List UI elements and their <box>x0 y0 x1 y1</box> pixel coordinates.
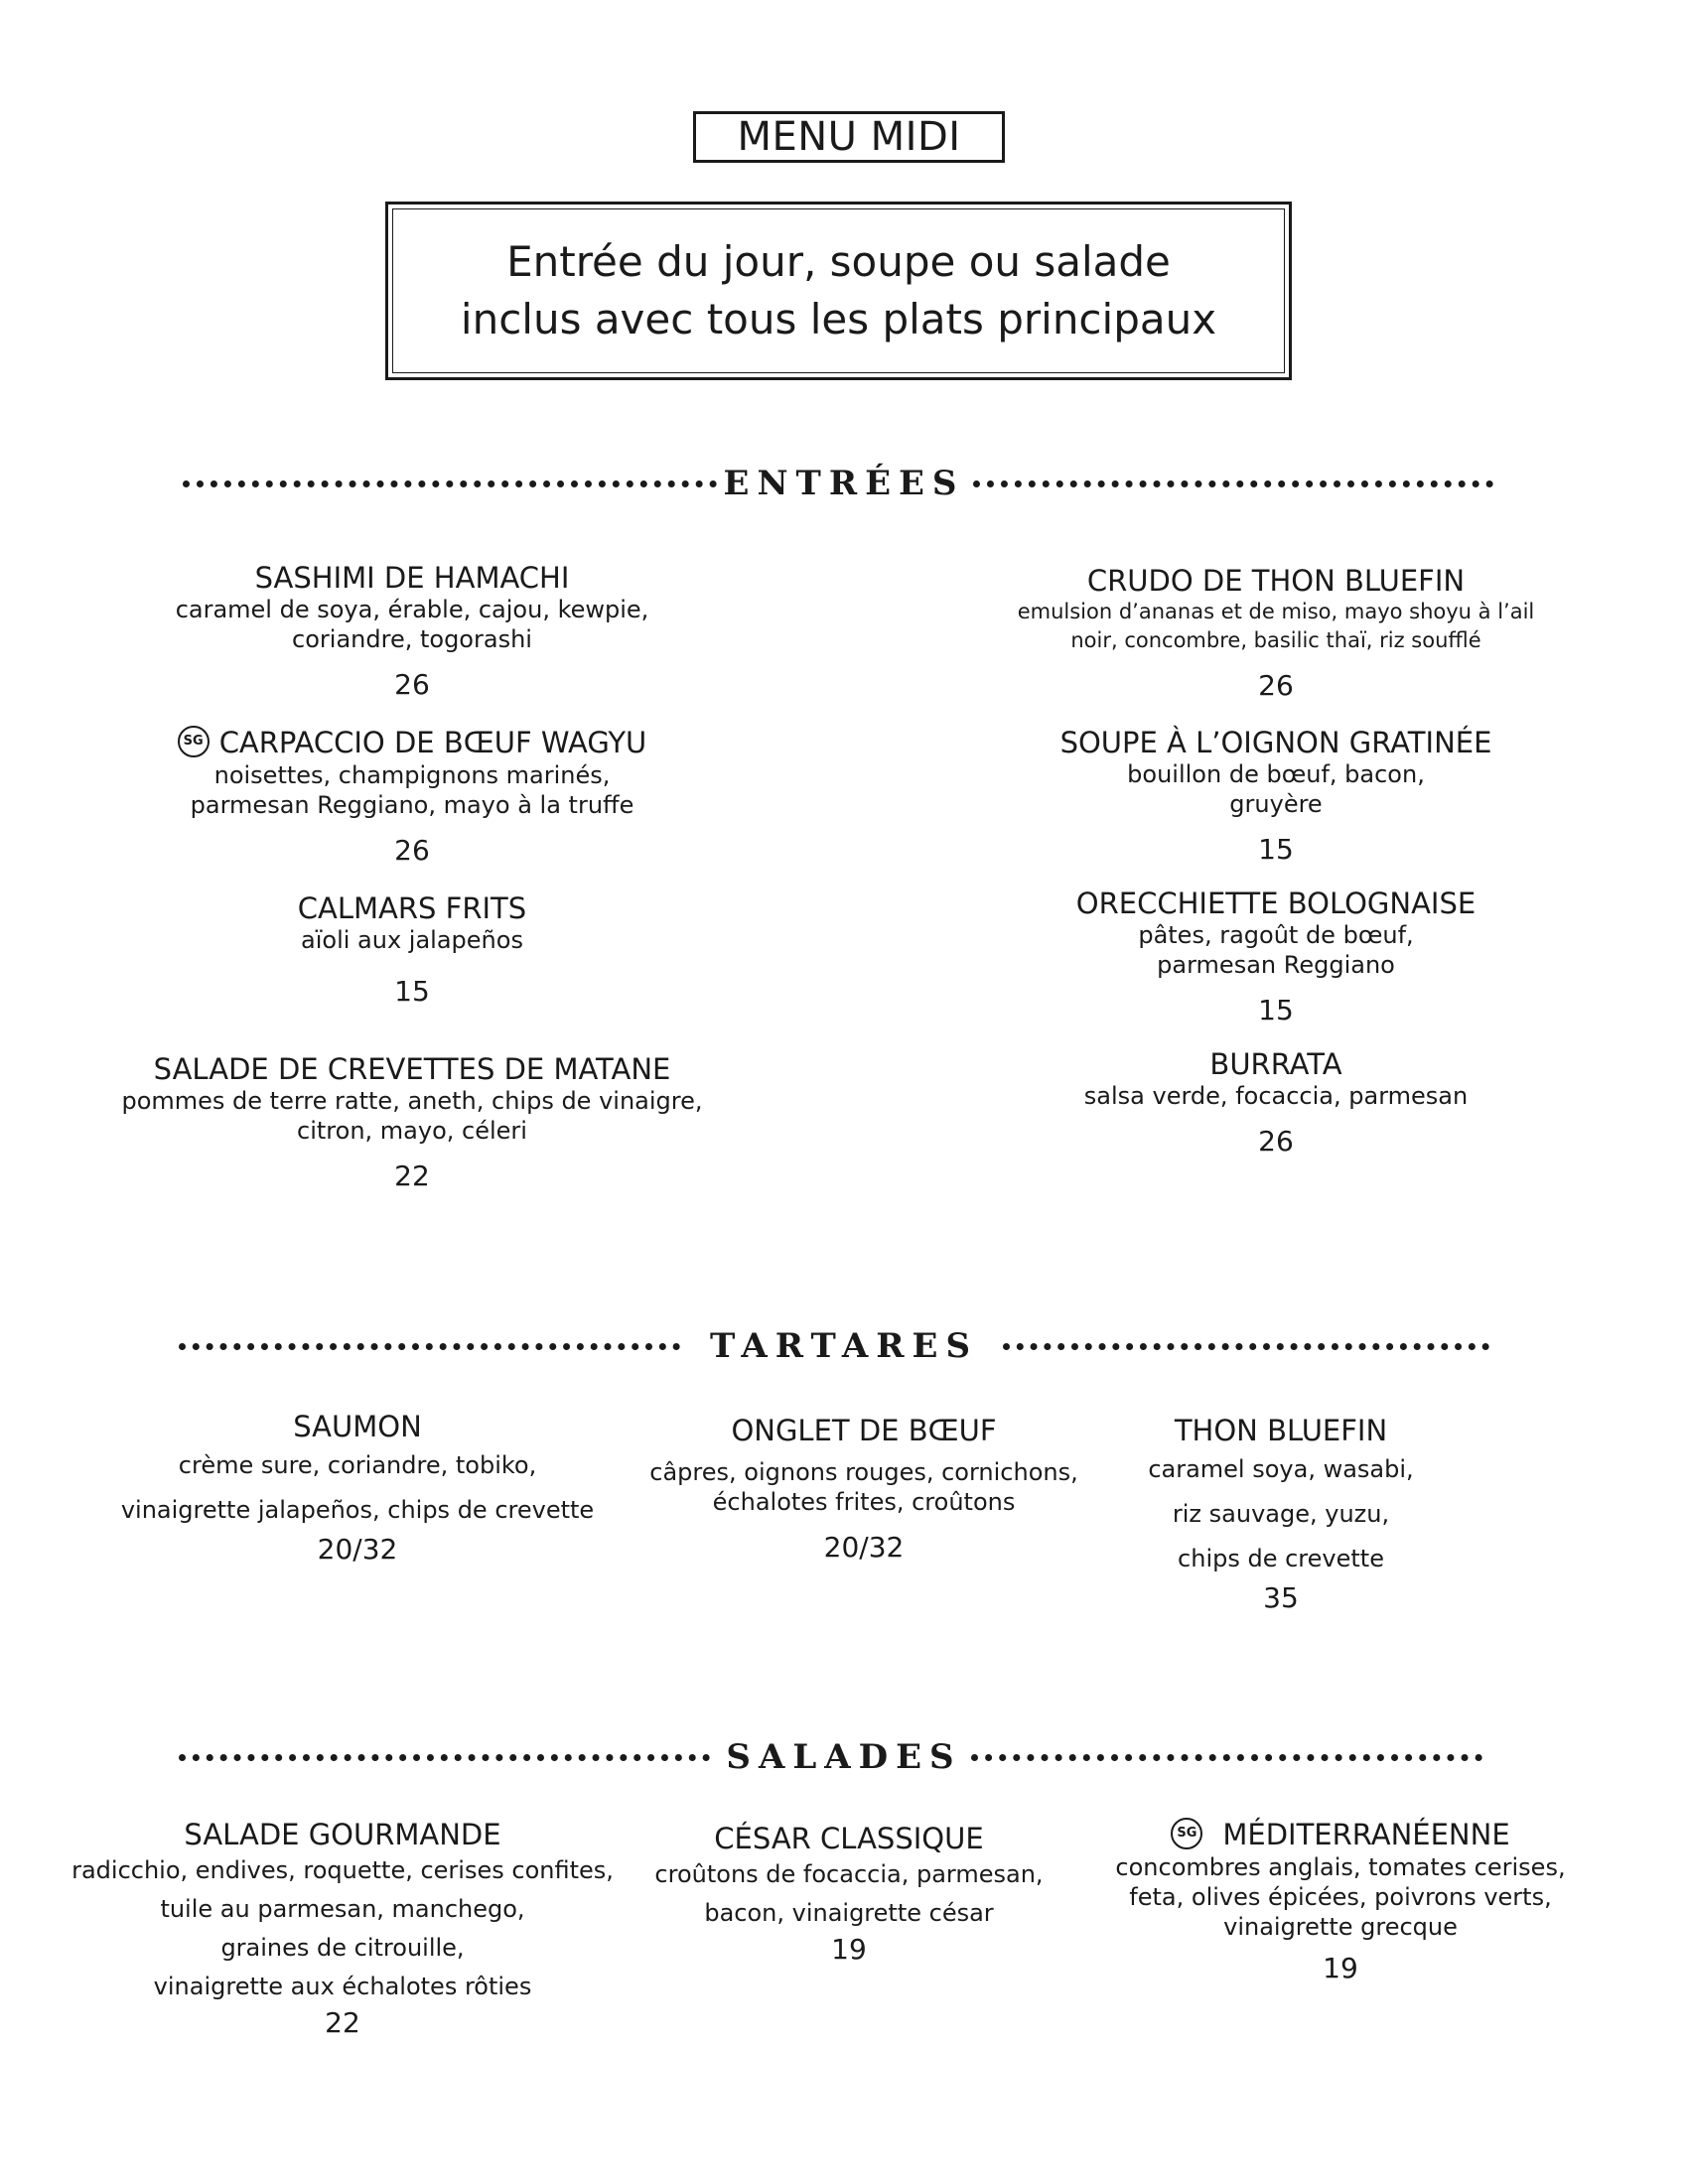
item-price: 19 <box>831 1933 867 1966</box>
menu-item <box>978 564 1574 703</box>
item-name <box>114 726 710 760</box>
item-description: salsa verde, focaccia, parmesan <box>1083 1082 1469 1110</box>
item-name: CÉSAR CLASSIQUE <box>714 1822 984 1855</box>
item-description: pâtes, ragoût de bœuf, <box>1138 921 1414 949</box>
menu-item <box>978 1047 1574 1159</box>
item-description: croûtons de focaccia, parmesan, <box>654 1860 1044 1888</box>
dotted-divider-right <box>973 480 1493 487</box>
item-price: 22 <box>394 1160 430 1192</box>
section-title-tartares: TARTARES <box>709 1326 979 1366</box>
item-name: CRUDO DE THON BLUEFIN <box>1086 564 1466 598</box>
item-description: noir, concombre, basilic thaï, riz soufflé <box>1070 628 1481 652</box>
item-price: 26 <box>394 668 430 701</box>
menu-item <box>626 1414 1102 1565</box>
section-title-salades: SALADES <box>726 1737 962 1777</box>
menu-item <box>79 1410 635 1567</box>
item-description: gruyère <box>1229 790 1323 818</box>
item-name: SOUPE À L’OIGNON GRATINÉE <box>1059 726 1492 759</box>
item-price: 20/32 <box>823 1531 905 1564</box>
item-name: SALADE GOURMANDE <box>184 1818 501 1851</box>
item-description: feta, olives épicées, poivrons verts, <box>1129 1883 1552 1911</box>
menu-item <box>978 726 1574 867</box>
item-description: coriandre, togorashi <box>292 625 532 653</box>
item-description: emulsion d’ananas et de miso, mayo shoyu à l’ail <box>1017 600 1535 623</box>
item-price: 19 <box>1323 1952 1358 1984</box>
item-description: aïoli aux jalapeños <box>301 926 523 954</box>
menu-item <box>65 1818 621 2040</box>
item-description: bouillon de bœuf, bacon, <box>1127 760 1425 788</box>
item-price: 35 <box>1263 1581 1299 1614</box>
item-description: vinaigrette aux échalotes rôties <box>153 1973 532 2000</box>
item-price: 15 <box>1258 994 1294 1026</box>
item-description: échalotes frites, croûtons <box>712 1488 1016 1516</box>
dotted-divider-right <box>1003 1343 1489 1350</box>
item-name: SAUMON <box>293 1410 422 1443</box>
item-description: parmesan Reggiano, mayo à la truffe <box>190 791 634 819</box>
item-description: chips de crevette <box>1178 1545 1384 1572</box>
item-description: vinaigrette grecque <box>1223 1913 1458 1941</box>
item-description: tuile au parmesan, manchego, <box>160 1895 525 1923</box>
intro-line-2: inclus avec tous les plats principaux <box>460 295 1217 343</box>
item-price: 20/32 <box>317 1533 398 1566</box>
item-description: parmesan Reggiano <box>1157 951 1395 979</box>
sg-badge-icon: SG <box>178 726 210 757</box>
menu-item <box>114 561 710 702</box>
item-description: pommes de terre ratte, aneth, chips de vinaigre, <box>121 1087 703 1115</box>
item-name <box>1082 1818 1599 1852</box>
menu-item <box>114 891 710 1009</box>
item-name-text: CARPACCIO DE BŒUF WAGYU <box>218 726 647 759</box>
menu-item <box>635 1822 1062 1967</box>
item-name: SASHIMI DE HAMACHI <box>254 561 570 595</box>
menu-item <box>114 1052 710 1193</box>
item-description: vinaigrette jalapeños, chips de crevette <box>120 1496 595 1524</box>
menu-item <box>1102 1414 1460 1615</box>
item-name: THON BLUEFIN <box>1174 1414 1388 1447</box>
item-description: radicchio, endives, roquette, cerises confites, <box>71 1856 614 1884</box>
intro-line-1: Entrée du jour, soupe ou salade <box>506 237 1171 286</box>
item-price: 26 <box>1258 669 1294 702</box>
menu-item <box>1082 1818 1599 1985</box>
item-description: noisettes, champignons marinés, <box>213 761 611 789</box>
section-title-entrees: ENTRÉES <box>723 464 965 503</box>
item-description: citron, mayo, céleri <box>297 1117 527 1145</box>
item-price: 22 <box>325 2006 360 2039</box>
item-name: ONGLET DE BŒUF <box>731 1414 997 1447</box>
item-price: 26 <box>1258 1125 1294 1158</box>
menu-item <box>978 887 1574 1027</box>
menu-title: MENU MIDI <box>693 111 1005 163</box>
menu-item <box>114 726 710 868</box>
item-description: graines de citrouille, <box>220 1934 465 1962</box>
item-price: 15 <box>1258 833 1294 866</box>
item-description: câpres, oignons rouges, cornichons, <box>649 1458 1078 1486</box>
item-description: concombres anglais, tomates cerises, <box>1115 1853 1566 1881</box>
intro-box <box>385 202 1292 380</box>
item-description: bacon, vinaigrette césar <box>704 1899 994 1927</box>
item-description: caramel soya, wasabi, <box>1148 1455 1414 1483</box>
item-name: BURRATA <box>1209 1047 1342 1081</box>
section-header-salades <box>179 1732 1509 1782</box>
item-name-text: MÉDITERRANÉENNE <box>1222 1818 1510 1851</box>
item-description: crème sure, coriandre, tobiko, <box>178 1451 537 1479</box>
sg-badge-icon: SG <box>1171 1818 1202 1849</box>
item-description: caramel de soya, érable, cajou, kewpie, <box>175 596 649 623</box>
item-name: CALMARS FRITS <box>297 891 527 925</box>
section-header-entrees <box>179 459 1509 508</box>
dotted-divider-right <box>971 1754 1482 1761</box>
item-price: 26 <box>394 834 430 867</box>
item-name: ORECCHIETTE BOLOGNAISE <box>1075 887 1477 920</box>
item-price: 15 <box>394 975 430 1008</box>
item-description: riz sauvage, yuzu, <box>1172 1500 1390 1528</box>
item-name: SALADE DE CREVETTES DE MATANE <box>153 1052 671 1086</box>
section-header-tartares <box>179 1321 1509 1371</box>
